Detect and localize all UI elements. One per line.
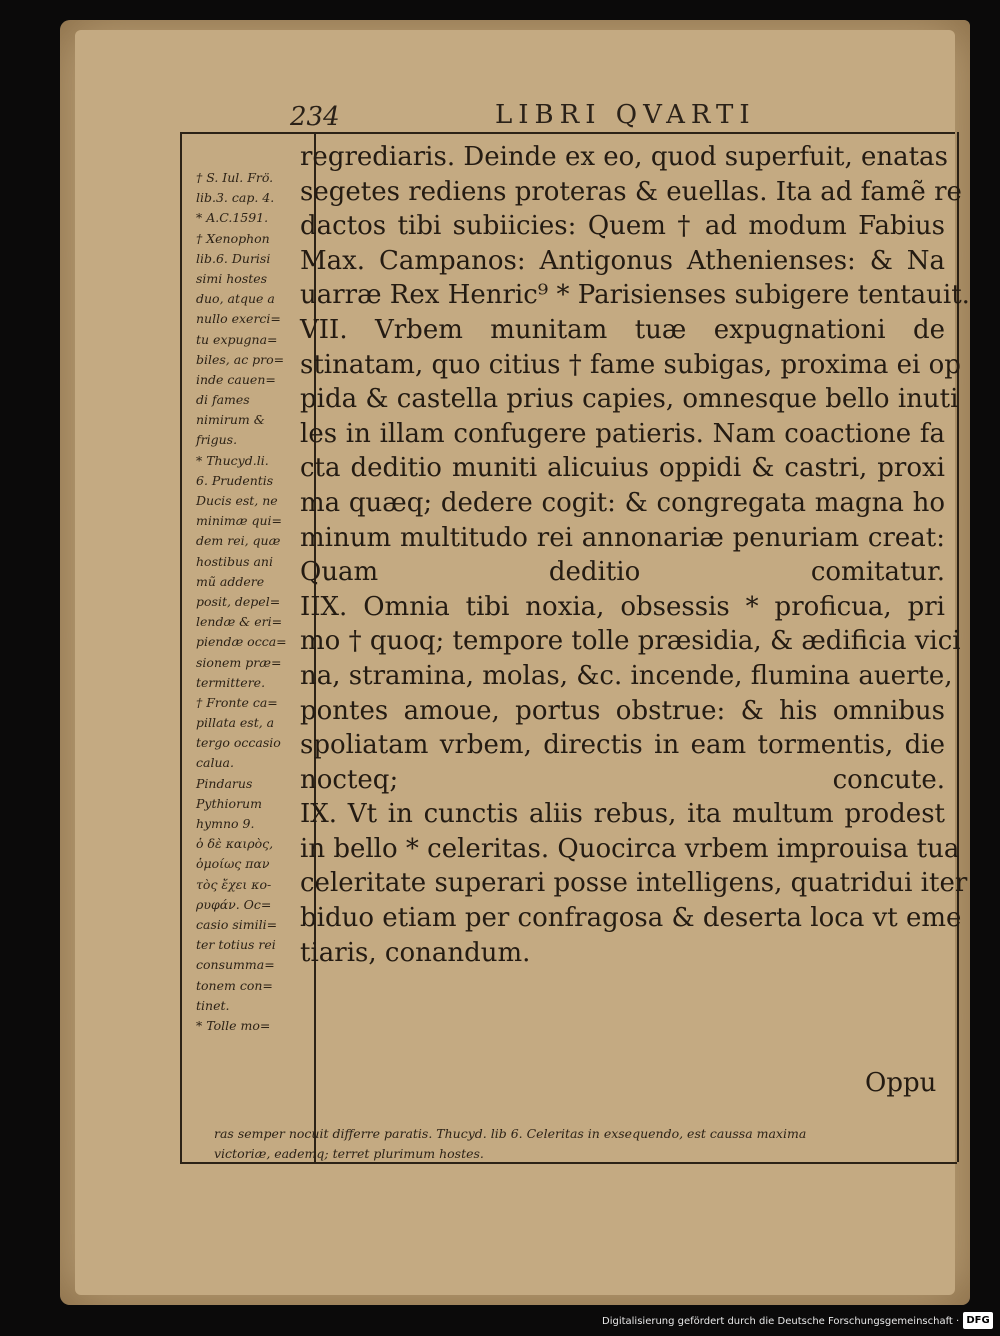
marginal-note-line: ter totius rei (196, 937, 276, 953)
marginal-note-line: lib.3. cap. 4. (196, 190, 275, 206)
text-line: in bello * celeritas. Quocirca vrbem improuisa tua (300, 833, 960, 864)
marginal-note-line: † Xenophon (196, 230, 270, 246)
footnote-line: ras semper nocuit differre paratis. Thucyd. lib 6. Celeritas in exsequendo, est caussa maxima (214, 1126, 807, 1141)
marginal-note-line: consumma= (196, 957, 275, 973)
running-head: LIBRI QVARTI (495, 100, 756, 130)
marginal-note-line: Pindarus (196, 775, 253, 791)
marginal-note-line: mũ addere (196, 573, 265, 589)
marginal-note-line: calua. (196, 755, 234, 771)
marginal-note-line: tinet. (196, 997, 230, 1013)
marginal-note-line: tonem con= (196, 977, 273, 993)
marginal-note-line: casio simili= (196, 916, 278, 932)
marginal-note-line: * Tolle mo= (196, 1017, 271, 1033)
marginal-note-line: * Thucyd.li. (196, 452, 269, 468)
footnote-line: victoriæ, eademq; terret plurimum hostes. (214, 1146, 484, 1161)
marginal-notes (196, 168, 314, 1036)
marginal-note-line: † S. Iul. Frö. (196, 170, 274, 185)
marginal-note-line: piendæ occa= (196, 634, 287, 650)
dfg-logo: DFG (963, 1312, 993, 1329)
marginal-note-line: frigus. (196, 432, 238, 448)
text-line: segetes rediens proteras & euellas. Ita ad famẽ re (300, 176, 962, 207)
marginal-note-line: lendæ & eri= (196, 614, 283, 630)
text-line: minum multitudo rei annonariæ penuriam creat: (300, 522, 945, 553)
marginal-note-line: biles, ac pro= (196, 351, 285, 367)
text-line: IIX. Omnia tibi noxia, obsessis * proficua, pri (300, 591, 945, 622)
marginal-note-line: Ducis est, ne (196, 493, 278, 508)
marginal-note-line: Pythiorum (196, 795, 262, 811)
text-line: stinatam, quo citius † fame subigas, proxima ei op (300, 349, 961, 380)
marginal-note-line: τὸς ἔχει κο- (196, 876, 272, 892)
page-number: 234 (290, 102, 340, 132)
page-header (180, 102, 955, 134)
text-line: cta deditio muniti alicuius oppidi & castri, proxi (300, 453, 945, 484)
main-text-block (300, 140, 970, 970)
marginal-note-line: minimæ qui= (196, 513, 282, 529)
text-line: uarræ Rex Henric⁹ * Parisienses subigere tentauit. (300, 280, 970, 311)
text-line: les in illam confugere patieris. Nam coactione fa (300, 418, 945, 449)
text-line: Max. Campanos: Antigonus Athenienses: & Na (300, 245, 945, 276)
footnote (214, 1124, 954, 1164)
text-line: spoliatam vrbem, directis in eam tormentis, die (300, 730, 945, 761)
text-line: IX. Vt in cunctis aliis rebus, ita multum prodest (300, 799, 945, 830)
marginal-note-line: pillata est, a (196, 715, 275, 731)
marginal-note-line: dem rei, quæ (196, 533, 281, 549)
marginal-note-line: 6. Prudentis (196, 472, 274, 488)
marginal-note-line: simi hostes (196, 270, 268, 286)
text-line: pida & castella prius capies, omnesque bello inuti (300, 384, 959, 415)
marginal-note-line: nullo exerci= (196, 311, 281, 327)
text-line: mo † quoq; tempore tolle præsidia, & ædificia vici (300, 626, 961, 657)
marginal-note-line: hostibus ani (196, 553, 273, 569)
marginal-note-line: inde cauen= (196, 371, 276, 387)
marginal-note-line: sionem præ= (196, 654, 282, 670)
text-line: ma quæq; dedere cogit: & congregata magna ho (300, 487, 945, 518)
marginal-note-line: di fames (196, 392, 250, 408)
marginal-note-line: ὁμοίως παν (196, 856, 270, 872)
marginal-note-line: termittere. (196, 674, 266, 690)
marginal-note-line: tu expugna= (196, 331, 278, 347)
marginal-note-line: ὁ δὲ καιρὸς, (196, 836, 274, 852)
digitization-credit: Digitalisierung gefördert durch die Deutsche Forschungsgemeinschaft · (602, 1316, 960, 1327)
marginal-note-line: posit, depel= (196, 593, 281, 609)
catchword: Oppu (865, 1068, 937, 1098)
text-line: tiaris, conandum. (300, 937, 531, 968)
text-line: VII. Vrbem munitam tuæ expugnationi de (300, 314, 945, 345)
text-line: Quam deditio comitatur. (300, 557, 945, 588)
marginal-note-line: lib.6. Durisi (196, 250, 271, 266)
text-line: celeritate superari posse intelligens, quatridui iter (300, 868, 968, 899)
marginal-note-line: duo, atque a (196, 291, 275, 307)
text-line: regrediaris. Deinde ex eo, quod superfuit, enatas (300, 142, 948, 172)
marginal-note-line: † Fronte ca= (196, 694, 278, 710)
text-line: pontes amoue, portus obstrue: & his omnibus (300, 695, 945, 726)
marginal-note-line: ρυφάν. Oc= (196, 896, 272, 912)
text-line: na, stramina, molas, &c. incende, flumina auerte, (300, 660, 953, 691)
marginal-note-line: hymno 9. (196, 816, 255, 831)
marginal-note-line: * A.C.1591. (196, 210, 269, 226)
marginal-note-line: tergo occasio (196, 735, 281, 751)
text-line: dactos tibi subiicies: Quem † ad modum Fabius (300, 211, 945, 242)
text-line: nocteq; concute. (300, 764, 945, 795)
marginal-note-line: nimirum & (196, 412, 265, 428)
text-line: biduo etiam per confragosa & deserta loca vt eme (300, 903, 962, 934)
